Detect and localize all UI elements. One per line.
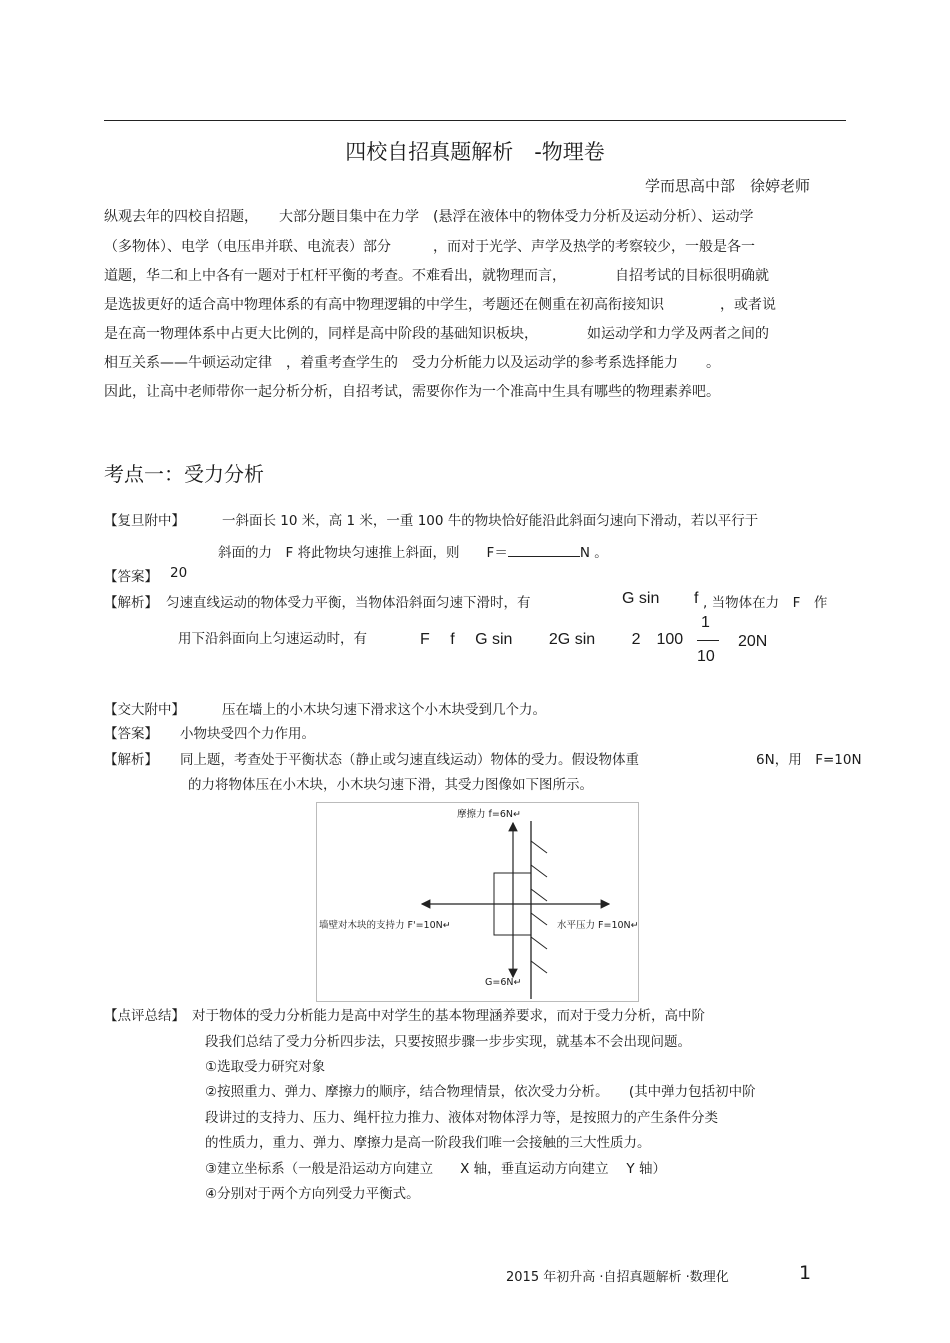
question-text: 压在墙上的小木块匀速下滑求这个小木块受到几个力。	[222, 702, 546, 718]
force-diagram-svg	[317, 803, 638, 1001]
fraction-numerator: 1	[701, 614, 710, 631]
intro-line: 道题，华二和上中各有一题对于杠杆平衡的考查。不难看出，就物理而言， 自招考试的目标很明确就	[104, 268, 769, 284]
fraction-bar	[697, 640, 719, 641]
answer-blank	[508, 543, 580, 557]
intro-line: 是在高一物理体系中占更大比例的，同样是高中阶段的基础知识板块， 如运动学和力学及两者之间的	[104, 326, 769, 342]
summary-line: 段讲过的支持力、压力、绳杆拉力推力、液体对物体浮力等，是按照力的产生条件分类	[205, 1110, 718, 1126]
analysis-tag: 【解析】	[104, 752, 158, 768]
intro-line: 相互关系——牛顿运动定律 ，着重考查学生的 受力分析能力以及运动学的参考系选择能力 。	[104, 355, 720, 371]
summary-line: 段我们总结了受力分析四步法，只要按照步骤一步步实现，就基本不会出现问题。	[205, 1034, 691, 1050]
fraction-denominator: 10	[697, 648, 715, 665]
author-line: 学而思高中部 徐婷老师	[645, 177, 811, 195]
question-tag: 【复旦附中】	[104, 513, 185, 529]
answer-tag: 【答案】	[104, 726, 158, 742]
summary-line: ④分别对于两个方向列受力平衡式。	[205, 1186, 420, 1202]
summary-line: 的性质力，重力、弹力、摩擦力是高一阶段我们唯一会接触的三大性质力。	[205, 1135, 651, 1151]
analysis-text-2: 用下沿斜面向上匀速运动时，有	[178, 631, 367, 647]
summary-tag: 【点评总结】	[104, 1008, 185, 1024]
section-heading: 考点一：受力分析	[104, 462, 264, 486]
wall-hatching	[531, 841, 547, 973]
summary-line: ③建立坐标系（一般是沿运动方向建立 X 轴，垂直运动方向建立 Y 轴）	[205, 1161, 666, 1177]
answer-value: 20	[170, 565, 188, 581]
header-rule	[104, 120, 846, 121]
question-text-pre: 斜面的力 F 将此物块匀速推上斜面，则 F＝	[218, 545, 508, 561]
question-text: 一斜面长 10 米，高 1 米，一重 100 牛的物块恰好能沿此斜面匀速向下滑动，若以平行于	[222, 513, 759, 529]
answer-value: 小物块受四个力作用。	[180, 726, 315, 742]
analysis-tag: 【解析】	[104, 595, 158, 611]
summary-line: 对于物体的受力分析能力是高中对学生的基本物理涵养要求，而对于受力分析，高中阶	[192, 1008, 705, 1024]
formula-equation: F f G sin 2G sin 2 100	[420, 631, 684, 648]
intro-line: 是选拔更好的适合高中物理体系的有高中物理逻辑的中学生，考题还在侧重在初高衔接知识 ，或者说	[104, 297, 776, 313]
support-label: 墙壁对木块的支持力 F'=10N↵	[319, 920, 451, 931]
force-diagram	[316, 802, 639, 1002]
formula-f: f	[694, 590, 699, 607]
question-tag: 【交大附中】	[104, 702, 185, 718]
answer-tag: 【答案】	[104, 569, 158, 585]
page-number: 1	[799, 1262, 812, 1284]
summary-line: ①选取受力研究对象	[205, 1059, 326, 1075]
friction-label: 摩擦力 f=6N↵	[457, 809, 521, 820]
intro-line: 因此，让高中老师带你一起分析分析，自招考试，需要你作为一个准高中生具有哪些的物理素养吧。	[104, 384, 720, 400]
analysis-text-b: , 当物体在力 F 作	[703, 595, 828, 611]
formula-gsin: G sin	[622, 590, 660, 607]
pressure-label: 水平压力 F=10N↵	[557, 920, 639, 931]
intro-line: （多物体）、电学（电压串并联、电流表）部分 ，而对于光学、声学及热学的考察较少，一般是各一	[104, 239, 755, 255]
formula-result: 20N	[738, 633, 768, 650]
question-text-2	[218, 541, 608, 561]
summary-line: ②按照重力、弹力、摩擦力的顺序，结合物理情景，依次受力分析。 (其中弹力包括初中阶	[205, 1084, 756, 1100]
page-footer: 2015 年初升高 ·自招真题解析 ·数理化	[506, 1270, 729, 1285]
page-title: 四校自招真题解析 -物理卷	[345, 140, 605, 164]
analysis-text: 同上题，考查处于平衡状态（静止或匀速直线运动）物体的受力。假设物体重	[180, 752, 639, 768]
analysis-text-2: 的力将物体压在小木块，小木块匀速下滑，其受力图像如下图所示。	[188, 777, 593, 793]
analysis-text: 匀速直线运动的物体受力平衡，当物体沿斜面匀速下滑时，有	[166, 595, 531, 611]
gravity-label: G=6N↵	[485, 977, 522, 988]
question-text-post: N 。	[579, 545, 608, 561]
intro-line: 纵观去年的四校自招题， 大部分题目集中在力学 (悬浮在液体中的物体受力分析及运动分析）、运动学	[104, 209, 754, 225]
analysis-text-b: 6N，用 F=10N	[756, 752, 862, 768]
